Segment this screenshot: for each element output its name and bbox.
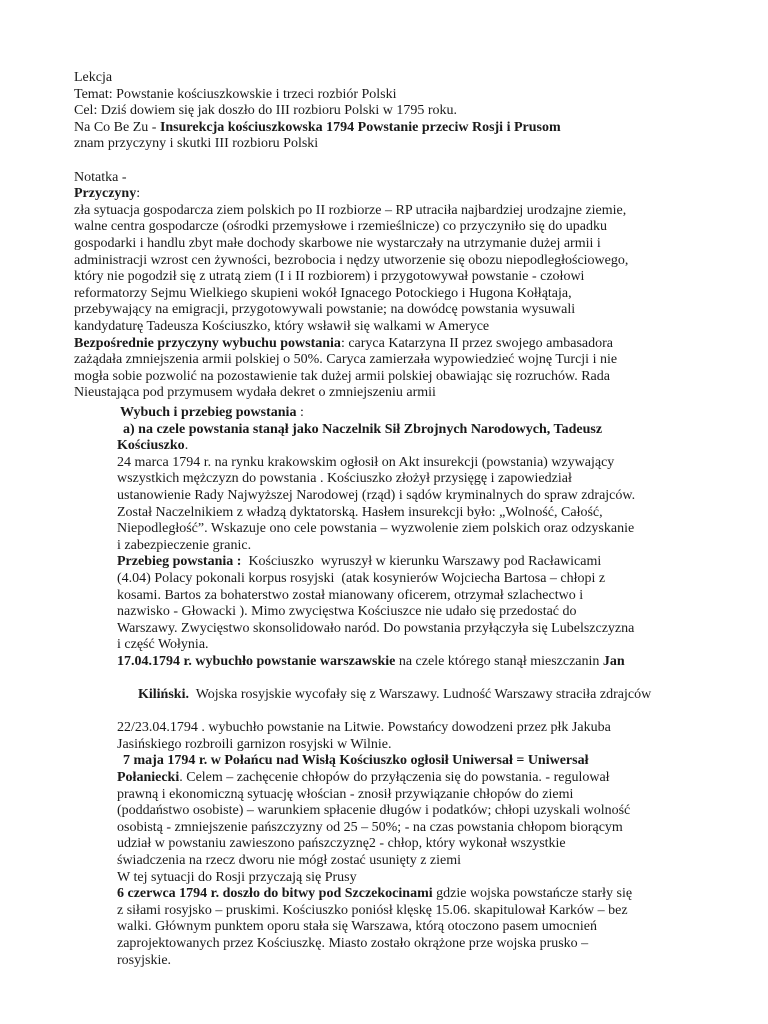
szczekociny-line: rosyjskie.: [117, 952, 172, 968]
warszawa-heading-line: 17.04.1794 r. wybuchło powstanie warszawskie na czele którego stanął mieszczanin Jan: [117, 653, 625, 669]
przyczyny-line: walne centra gospodarcze (ośrodki przemysłowe i rzemieślnicze) co przyczyniło się do upadku: [74, 219, 607, 235]
przyczyny-line: kandydaturę Tadeusza Kościuszko, który wsławił się walkami w Ameryce: [74, 318, 490, 334]
polaniec-line: (poddaństwo osobiste) – warunkiem spłacenie długów i podatków; chłopi uzyskali wolność: [117, 803, 631, 819]
polaniec-line: Połaniecki. Celem – zachęcenie chłopów do przyłączenia się do powstania. - regulował: [117, 770, 610, 786]
bezposrednie-line: Nieustająca pod przymusem wydała dekret o zmniejszeniu armii: [74, 385, 436, 401]
przyczyny-line: który nie pogodził się z utratą ziem (I i II rozbiorem) i przygotowywał powstanie - czołowi: [74, 269, 585, 285]
bezposrednie-line: zażądała zmniejszenia armii polskiej o 50%. Caryca zamierzała wypowiedzieć wojnę Turcji i nie: [74, 352, 618, 368]
kilinski-line: Kiliński. Wojska rosyjskie wycofały się z Warszawy. Ludność Warszawy straciła zdrajców: [138, 687, 652, 703]
a-point-line: a) na czele powstania stanął jako Naczelnik Sił Zbrojnych Narodowych, Tadeusz: [123, 421, 603, 437]
lesson-header-block: [74, 70, 714, 402]
bezposrednie-line: mogła sobie pozwolić na pozostawienie tak dużej armii polskiej obawiając się rozruchów. Rada: [74, 368, 610, 384]
przebieg-line: nazwisko - Głowacki ). Mimo zwycięstwa Kościuszce nie udało się przedostać do: [117, 604, 577, 620]
marzec-line: i zabezpieczenie granic.: [117, 537, 252, 553]
przebieg-line: kosami. Bartos za bohaterstwo został mianowany oficerem, otrzymał szlachectwo i: [117, 587, 584, 603]
przebieg-line: Warszawy. Zwycięstwo skonsolidowało naród. Do powstania przyłączyła się Lubelszczyzna: [117, 620, 635, 636]
polaniec-heading-line: 7 maja 1794 r. w Połańcu nad Wisłą Kościuszko ogłosił Uniwersał = Uniwersał: [123, 753, 589, 769]
szczekociny-line: z siłami rosyjsko – pruskimi. Kościuszko poniósł klęskę 15.06. skapitulował Karków – bez: [117, 902, 628, 918]
przyczyny-heading: Przyczyny:: [74, 186, 141, 202]
bezposrednie-heading-line: Bezpośrednie przyczyny wybuchu powstania: caryca Katarzyna II przez swojego ambasadora: [74, 335, 614, 351]
przebieg-heading-line: Przebieg powstania : Kościuszko wyruszył w kierunku Warszawy pod Racławicami: [117, 554, 602, 570]
spacer: [74, 153, 714, 170]
lesson-goal: Cel: Dziś dowiem się jak doszło do III rozbioru Polski w 1795 roku.: [74, 103, 458, 119]
nacobezu-title: Insurekcja kościuszkowska 1794 Powstanie przeciw Rosji i Prusom: [159, 119, 561, 135]
szczekociny-heading-line: 6 czerwca 1794 r. doszło do bitwy pod Szczekocinami gdzie wojska powstańcze starły się: [117, 886, 633, 902]
przyczyny-line: gospodarki i handlu zbyt małe dochody skarbowe nie wystarczały na utrzymanie dużej armii i: [74, 235, 601, 251]
notatka-label: Notatka -: [74, 169, 127, 185]
przebieg-label: Przebieg powstania :: [117, 554, 242, 570]
polaniec-line: świadczenia na rzecz dworu nie mógł zostać usunięty z ziemi: [117, 853, 462, 869]
lesson-topic: Temat: Powstanie kościuszkowskie i trzeci rozbiór Polski: [74, 86, 397, 102]
polaniec-line: prawną i ekonomiczną sytuację włościan - znosił przywiązanie chłopów do ziemi: [117, 786, 574, 802]
a-point-line: Kościuszko.: [117, 438, 189, 454]
marzec-line: ustanowienie Rady Najwyższej Narodowej (rząd) i sądów kryminalnych do spraw zdrajców.: [117, 487, 636, 503]
marzec-line: wszystkich mężczyzn do powstania . Kościuszko złożył przysięgę i zapowiedział: [117, 471, 572, 487]
wybuch-heading: Wybuch i przebieg powstania :: [120, 405, 304, 420]
przyczyny-line: administracji wzrost cen żywności, bezrobocia i nędzy utworzenie się obozu niepodległościowego,: [74, 252, 629, 268]
przyczyny-line: przebywający na emigracji, przygotowywali powstanie; na dowódcę powstania wysuwali: [74, 302, 576, 318]
wybuch-section: [117, 405, 717, 969]
warszawa-line: Jasińskiego rozbroili garnizon rosyjski w Wilnie.: [117, 736, 392, 752]
szczekociny-line: zaprojektowanych przez Kościuszkę. Miasto zostało okrążone prze wojska prusko –: [117, 936, 589, 951]
nacobezu-line: [74, 120, 714, 137]
bezposrednie-label: Bezpośrednie przyczyny wybuchu powstania: [74, 335, 341, 351]
marzec-line: 24 marca 1794 r. na rynku krakowskim ogłosił on Akt insurekcji (powstania) wzywający: [117, 454, 615, 470]
warszawa-line: 22/23.04.1794 . wybuchło powstanie na Litwie. Powstańcy dowodzeni przez płk Jakuba: [117, 720, 611, 736]
marzec-line: Niepodległość”. Wskazuje ono cele powstania – wyzwolenie ziem polskich oraz odzyskanie: [117, 521, 635, 537]
nacobezu-criterion: znam przyczyny i skutki III rozbioru Polski: [74, 136, 319, 152]
przebieg-line: i część Wołynia.: [117, 637, 209, 653]
przyczyny-label: Przyczyny: [74, 186, 137, 202]
polaniec-line: W tej sytuacji do Rosji przyczają się Prusy: [117, 869, 357, 885]
przebieg-line: (4.04) Polacy pokonali korpus rosyjski (atak kosynierów Wojciecha Bartosa – chłopi z: [117, 570, 606, 586]
polaniec-line: osobistą - zmniejszenie pańszczyzny od 25 – 50%; - na czas powstania chłopom biorącym: [117, 819, 623, 835]
polaniec-line: udział w powstaniu zawieszono pańszczyznę2 - chłop, który wykonał wszystkie: [117, 836, 566, 852]
przyczyny-line: reformatorzy Sejmu Wielkiego skupieni wokół Ignacego Potockiego i Hugona Kołłątaja,: [74, 285, 572, 301]
lesson-label: Lekcja: [74, 70, 113, 85]
marzec-line: Został Naczelnikiem z władzą dyktatorską. Hasłem insurekcji było: „Wolność, Całość,: [117, 504, 603, 520]
przyczyny-line: zła sytuacja gospodarcza ziem polskich po II rozbiorze – RP utraciła najbardziej urodzajne ziemie,: [74, 202, 627, 218]
szczekociny-line: walki. Głównym punktem oporu stała się Warszawa, którą otoczono pasem umocnień: [117, 919, 597, 935]
nacobezu-prefix: Na Co Be Zu -: [74, 119, 160, 135]
